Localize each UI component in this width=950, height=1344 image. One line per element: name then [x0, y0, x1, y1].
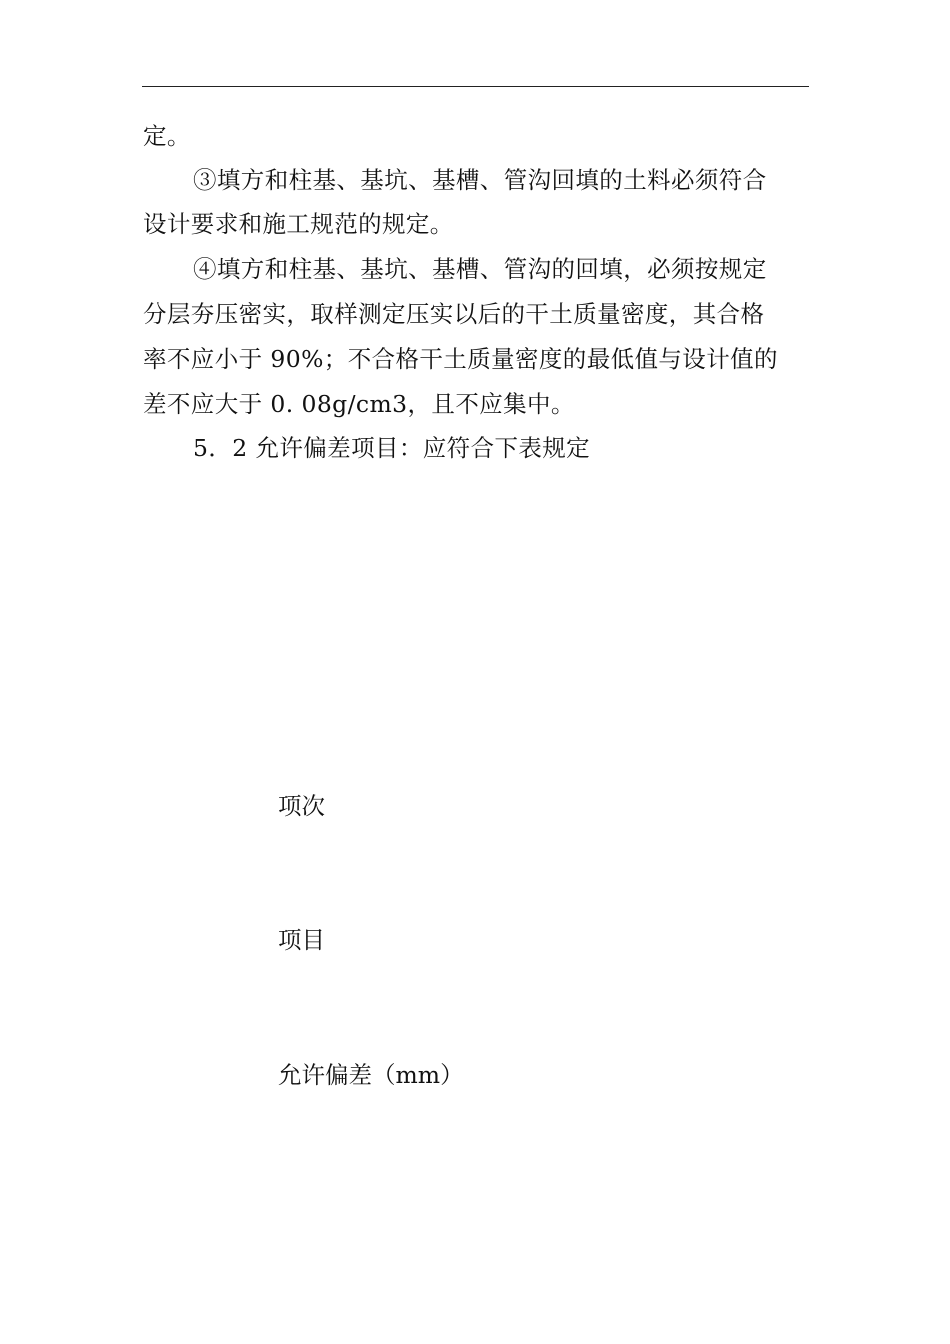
paragraph-line: 分层夯压密实，取样测定压实以后的干土质量密度，其合格	[143, 300, 765, 328]
paragraph-line: 差不应大于 0. 08g/cm3，且不应集中。	[143, 390, 575, 418]
header-rule	[142, 86, 809, 87]
table-header-item-number: 项次	[278, 792, 325, 820]
paragraph-line: ③填方和柱基、基坑、基槽、管沟回填的土料必须符合	[193, 166, 767, 194]
paragraph-line: ④填方和柱基、基坑、基槽、管沟的回填，必须按规定	[193, 255, 767, 283]
table-header-item: 项目	[278, 926, 325, 954]
section-heading: 5．2 允许偏差项目：应符合下表规定	[193, 434, 591, 462]
paragraph-line: 率不应小于 90%；不合格干土质量密度的最低值与设计值的	[143, 345, 778, 373]
table-header-tolerance: 允许偏差（mm）	[278, 1061, 464, 1089]
paragraph-line: 设计要求和施工规范的规定。	[143, 210, 454, 238]
paragraph-line: 定。	[143, 122, 191, 150]
